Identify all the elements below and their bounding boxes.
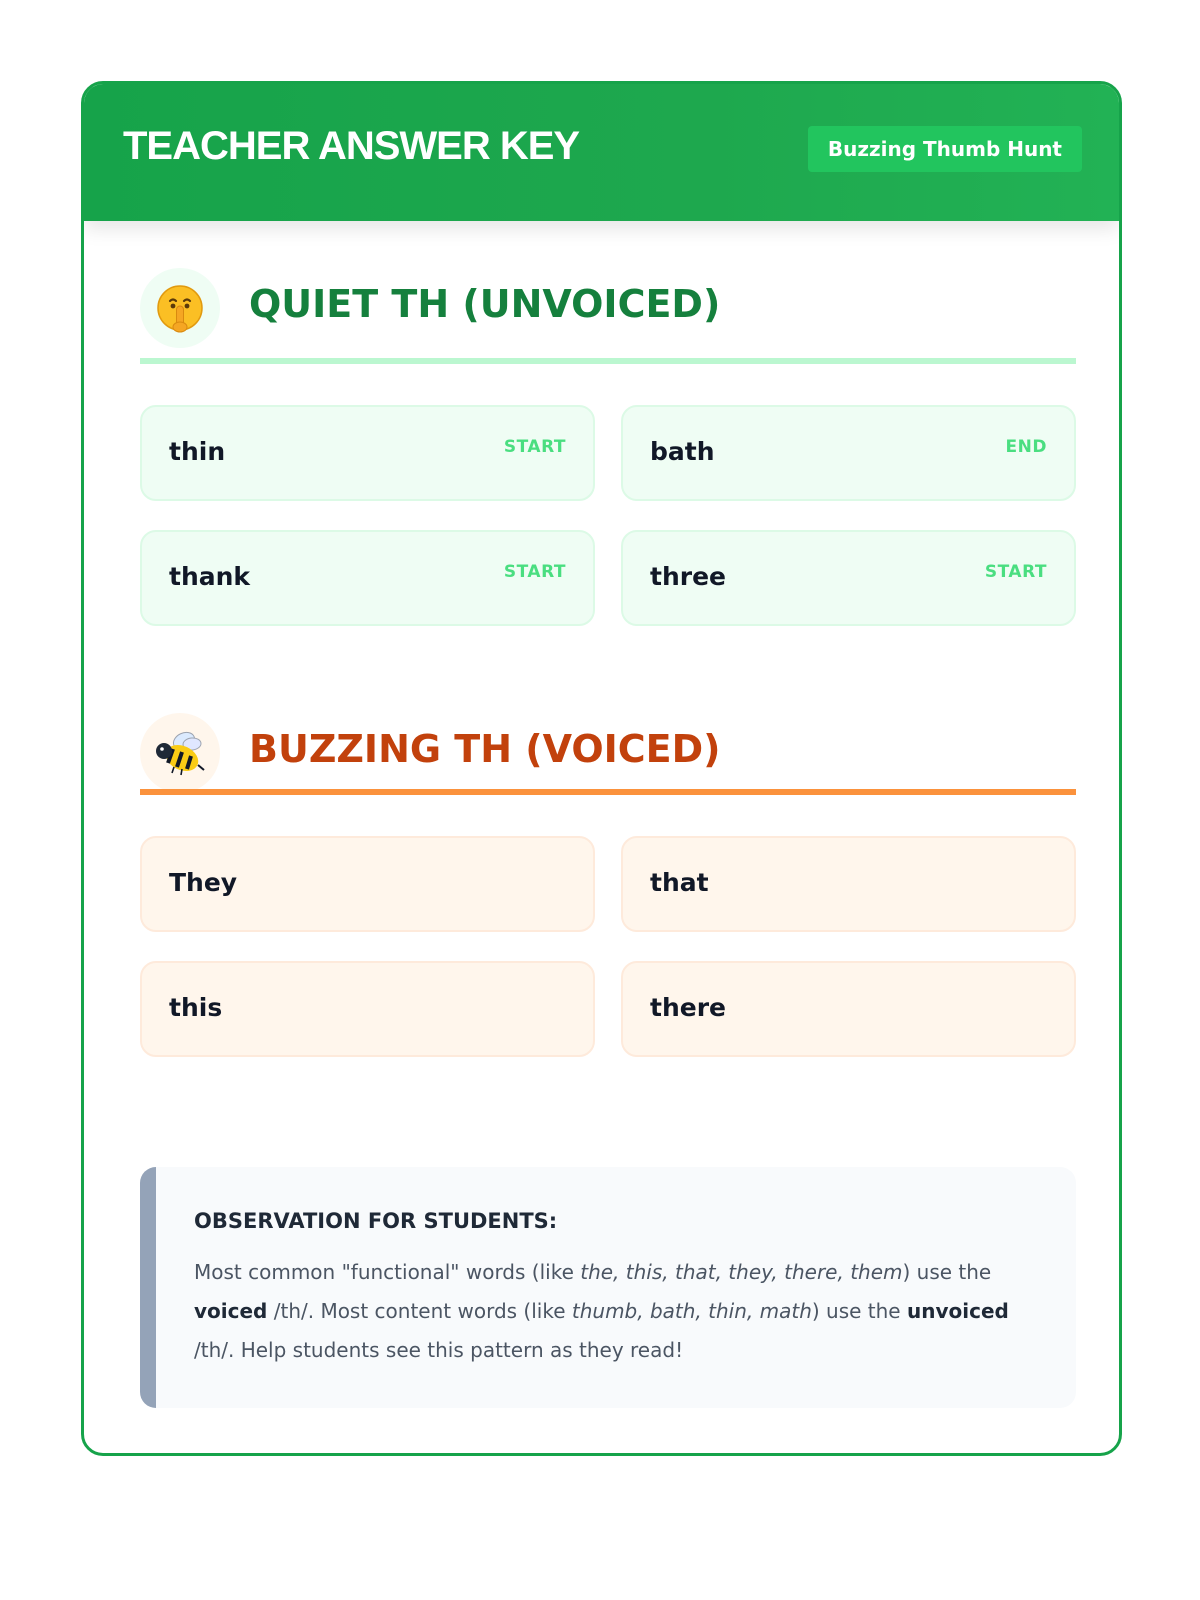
buzzing-section-header [140, 713, 1076, 793]
observation-title: OBSERVATION FOR STUDENTS: [194, 1209, 558, 1233]
shushing-face-icon [140, 268, 220, 348]
word-label: thin [169, 437, 226, 466]
observation-text-part: ) use the [811, 1299, 907, 1323]
word-label: this [169, 993, 223, 1022]
observation-text-part: Most common "functional" words (like [194, 1260, 581, 1284]
quiet-word-card [621, 405, 1076, 501]
unvoiced-term: unvoiced [906, 1299, 1009, 1323]
position-tag: START [503, 437, 566, 457]
buzzing-section-title: BUZZING TH (VOICED) [249, 727, 721, 771]
activity-badge: Buzzing Thumb Hunt [808, 126, 1082, 172]
quiet-word-card [140, 530, 595, 626]
quiet-word-card [621, 530, 1076, 626]
buzzing-word-card [140, 961, 595, 1057]
position-tag: START [503, 562, 566, 582]
observation-text-part: /th/. Help students see this pattern as they read! [194, 1338, 684, 1362]
functional-words-examples: the, this, that, they, there, them [580, 1260, 903, 1284]
word-label: there [650, 993, 726, 1022]
card-header [84, 84, 1119, 221]
quiet-section-title: QUIET TH (UNVOICED) [249, 282, 721, 326]
position-tag: START [984, 562, 1047, 582]
answer-key-card [81, 81, 1122, 1456]
bee-icon [140, 713, 220, 793]
buzzing-word-card [621, 961, 1076, 1057]
page-title: TEACHER ANSWER KEY [123, 124, 580, 168]
observation-text-part: /th/. Most content words (like [267, 1299, 572, 1323]
word-label: that [650, 868, 709, 897]
observation-text [194, 1253, 1044, 1370]
observation-text-part: ) use the [902, 1260, 992, 1284]
quiet-section-header [140, 268, 1076, 348]
voiced-term: voiced [194, 1299, 268, 1323]
buzzing-divider [140, 789, 1076, 795]
content-words-examples: thumb, bath, thin, math [571, 1299, 812, 1323]
word-label: thank [169, 562, 251, 591]
buzzing-word-card [140, 836, 595, 932]
quiet-word-card [140, 405, 595, 501]
observation-callout [140, 1167, 1076, 1408]
word-label: three [650, 562, 726, 591]
position-tag: END [1005, 437, 1047, 457]
quiet-divider [140, 358, 1076, 364]
buzzing-word-card [621, 836, 1076, 932]
word-label: They [169, 868, 238, 897]
word-label: bath [650, 437, 715, 466]
